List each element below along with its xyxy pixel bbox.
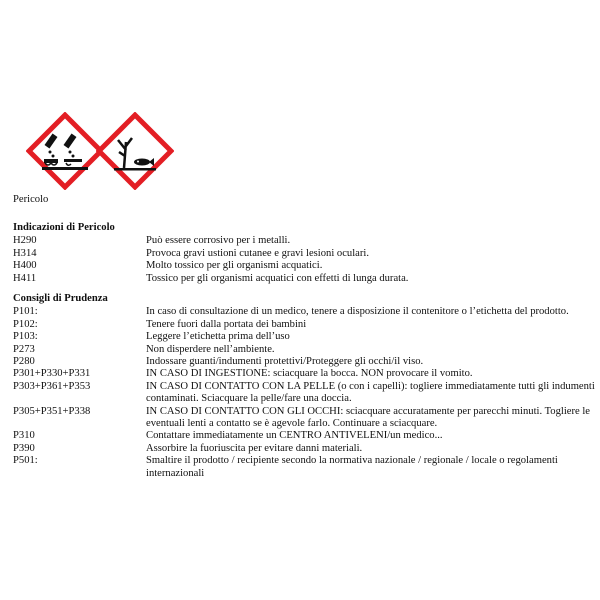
precaution-text: Smaltire il prodotto / recipiente secondo la normativa nazionale / regionale / locale o regolamenti internazionali [146,455,558,479]
hazard-code: H290 [13,235,37,247]
precaution-row [13,331,596,343]
hazard-heading: Indicazioni di Pericolo [13,222,115,233]
hazard-row [13,260,596,272]
precaution-row [13,356,596,368]
hazard-text: Può essere corrosivo per i metalli. [146,235,291,247]
precaution-row [13,455,596,480]
precaution-text: In caso di consultazione di un medico, tenere a disposizione il contenitore o l’etichetta del prodotto. [146,306,569,318]
precaution-text: Leggere l’etichetta prima dell’uso [146,331,290,343]
hazard-code: H314 [13,247,37,259]
precaution-text: Contattare immediatamente un CENTRO ANTIVELENI/un medico... [146,430,443,442]
precaution-text: IN CASO DI INGESTIONE: sciacquare la bocca. NON provocare il vomito. [146,368,473,380]
hazard-text: Tossico per gli organismi acquatici con effetti di lunga durata. [146,272,409,284]
precautionary-statements [13,293,596,480]
hazard-row [13,273,596,285]
precaution-code: P390 [13,442,35,454]
precaution-row [13,319,596,331]
precaution-row [13,368,596,380]
precaution-code: P301+P330+P331 [13,368,91,380]
precaution-text: Indossare guanti/indumenti protettivi/Proteggere gli occhi/il viso. [146,356,424,368]
precaution-row [13,306,596,318]
precaution-code: P280 [13,356,35,368]
precaution-code: P101: [13,306,38,318]
signal-word: Pericolo [13,194,49,205]
precaution-heading: Consigli di Prudenza [13,293,108,304]
hazard-statements [13,222,596,285]
precaution-text: Tenere fuori dalla portata dei bambini [146,318,307,330]
environment-icon [96,112,174,190]
ghs-pictograms [26,112,176,190]
hazard-text: Provoca gravi ustioni cutanee e gravi lesioni oculari. [146,247,369,259]
precaution-text: Assorbire la fuoriuscita per evitare danni materiali. [146,442,363,454]
precaution-code: P103: [13,331,38,343]
precaution-code: P102: [13,318,38,330]
precaution-row [13,381,596,406]
hazard-code: H400 [13,260,37,272]
hazard-text: Molto tossico per gli organismi acquatici. [146,260,323,272]
precaution-code: P303+P361+P353 [13,380,91,392]
precaution-code: P273 [13,343,35,355]
hazard-code: H411 [13,272,37,284]
precaution-code: P501: [13,455,38,467]
precaution-code: P310 [13,430,35,442]
hazard-row [13,235,596,247]
precaution-code: P305+P351+P338 [13,405,91,417]
precaution-row [13,406,596,431]
precaution-row [13,430,596,442]
corrosion-icon [26,112,104,190]
precaution-text: IN CASO DI CONTATTO CON LA PELLE (o con i capelli): togliere immediatamente tutti gli indumenti contaminati. Sciacquare la pelle/fare una doccia. [146,380,595,405]
precaution-text: IN CASO DI CONTATTO CON GLI OCCHI: sciacquare accuratamente per parecchi minuti. Togliere le eventuali lenti a contatto se è agevole farlo. Continuare a sciacquare. [146,405,590,430]
hazard-row [13,248,596,260]
precaution-row [13,344,596,356]
precaution-row [13,443,596,455]
precaution-text: Non disperdere nell’ambiente. [146,343,275,355]
